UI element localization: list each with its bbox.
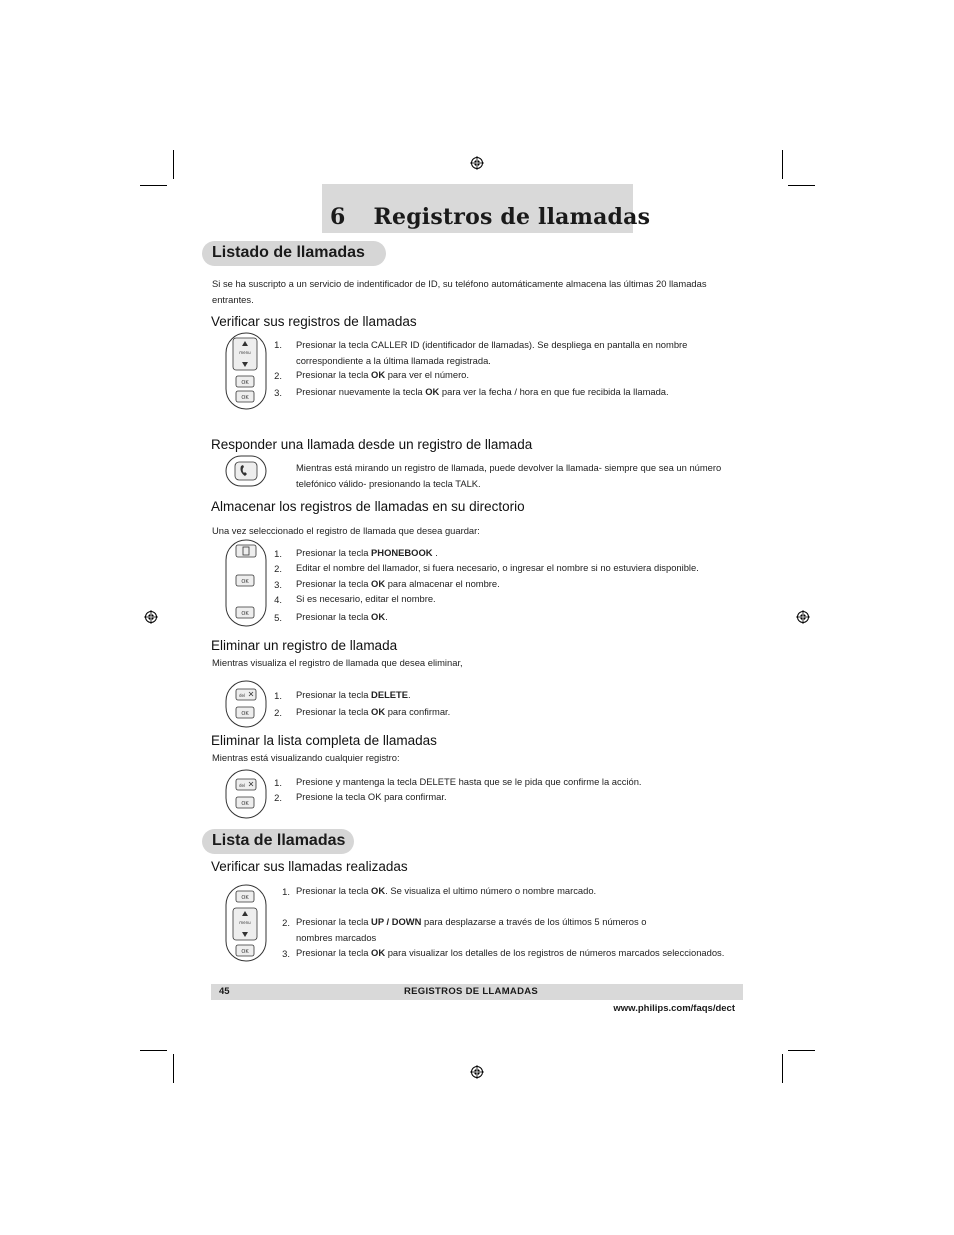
svg-text:OK: OK bbox=[241, 380, 249, 386]
step-number: 2. bbox=[274, 563, 282, 574]
footer-url: www.philips.com/faqs/dect bbox=[613, 1003, 735, 1014]
step-text: Presionar la tecla OK para ver el número. bbox=[296, 369, 470, 380]
svg-text:del: del bbox=[238, 783, 246, 788]
step-number: 2. bbox=[274, 707, 282, 718]
page-number: 45 bbox=[219, 986, 230, 997]
step-number: 2. bbox=[282, 917, 290, 928]
step-number: 1. bbox=[274, 777, 282, 788]
respond-paragraph: Mientras está mirando un registro de llamada, puede devolver la llamada- siempre que sea un número telefónico válido- presionando la tecla TALK. bbox=[296, 462, 722, 489]
chapter-title-text: Registros de llamadas bbox=[373, 204, 651, 230]
svg-text:OK: OK bbox=[241, 895, 249, 901]
step-number: 1. bbox=[282, 886, 290, 897]
subheading: Verificar sus llamadas realizadas bbox=[211, 859, 408, 874]
step-text: Presionar la tecla OK. Se visualiza el ultimo número o nombre marcado. bbox=[296, 885, 597, 896]
step-text: Presionar la tecla UP / DOWN para desplazarse a través de los últimos 5 números o nombres marcados bbox=[296, 916, 647, 943]
crop-mark bbox=[173, 150, 174, 179]
step-text: Presionar la tecla PHONEBOOK . bbox=[296, 547, 438, 558]
crop-mark bbox=[788, 1050, 815, 1051]
step-text: Presionar la tecla CALLER ID (identificador de llamadas). Se despliega en pantalla en nombre correspondiente a la última llamada registrada. bbox=[296, 339, 688, 366]
step-text: Presionar la tecla OK para almacenar el nombre. bbox=[296, 578, 500, 589]
handset-phonebook-icon bbox=[225, 539, 267, 627]
chapter-title bbox=[330, 204, 650, 230]
step-text: Presionar nuevamente la tecla OK para ver la fecha / hora en que fue recibida la llamada. bbox=[296, 386, 669, 397]
crop-mark bbox=[173, 1054, 174, 1083]
delete-all-intro: Mientras está visualizando cualquier registro: bbox=[212, 752, 400, 763]
section-title: Listado de llamadas bbox=[212, 244, 365, 261]
svg-text:menu: menu bbox=[239, 920, 251, 925]
delete-intro: Mientras visualiza el registro de llamada que desea eliminar, bbox=[212, 657, 463, 668]
crop-mark bbox=[782, 150, 783, 179]
svg-text:menu: menu bbox=[239, 350, 251, 355]
registration-mark-icon bbox=[470, 1065, 484, 1079]
step-number: 2. bbox=[274, 792, 282, 803]
step-text: Presionar la tecla OK para visualizar los detalles de los registros de números marcados seleccionados. bbox=[296, 947, 725, 958]
svg-text:OK: OK bbox=[241, 711, 249, 717]
svg-text:OK: OK bbox=[241, 395, 249, 401]
svg-text:OK: OK bbox=[241, 801, 249, 807]
step-number: 3. bbox=[282, 948, 290, 959]
intro-paragraph: Si se ha suscripto a un servicio de indentificador de ID, su teléfono automáticamente almacena las últimas 20 llamadas entrantes. bbox=[212, 278, 707, 305]
step-number: 1. bbox=[274, 339, 282, 350]
step-text: Presione y mantenga la tecla DELETE hasta que se le pida que confirme la acción. bbox=[296, 776, 642, 787]
crop-mark bbox=[782, 1054, 783, 1083]
step-number: 3. bbox=[274, 579, 282, 590]
svg-text:OK: OK bbox=[241, 611, 249, 617]
step-text: Editar el nombre del llamador, si fuera necesario, o ingresar el nombre si no estuviera disponible. bbox=[296, 562, 699, 573]
registration-mark-icon bbox=[144, 610, 158, 624]
subheading: Almacenar los registros de llamadas en su directorio bbox=[211, 499, 525, 514]
step-text: Si es necesario, editar el nombre. bbox=[296, 593, 436, 604]
step-text: Presionar la tecla DELETE. bbox=[296, 689, 411, 700]
chapter-number: 6 bbox=[330, 204, 346, 230]
svg-text:OK: OK bbox=[241, 949, 249, 955]
subheading: Responder una llamada desde un registro de llamada bbox=[211, 437, 533, 452]
registration-mark-icon bbox=[470, 156, 484, 170]
talk-key-icon bbox=[225, 455, 267, 487]
subheading: Verificar sus registros de llamadas bbox=[211, 314, 417, 329]
step-text: Presionar la tecla OK. bbox=[296, 611, 388, 622]
step-number: 1. bbox=[274, 548, 282, 559]
step-text: Presione la tecla OK para confirmar. bbox=[296, 791, 447, 802]
step-number: 4. bbox=[274, 594, 282, 605]
step-number: 5. bbox=[274, 612, 282, 623]
handset-keys-icon bbox=[225, 884, 267, 962]
svg-text:del: del bbox=[238, 693, 246, 698]
handset-delete-icon bbox=[225, 680, 267, 728]
subheading: Eliminar un registro de llamada bbox=[211, 638, 398, 653]
crop-mark bbox=[140, 185, 167, 186]
step-number: 3. bbox=[274, 387, 282, 398]
store-intro: Una vez seleccionado el registro de llamada que desea guardar: bbox=[212, 525, 480, 536]
handset-delete-icon bbox=[225, 769, 267, 819]
step-number: 2. bbox=[274, 370, 282, 381]
crop-mark bbox=[788, 185, 815, 186]
svg-text:OK: OK bbox=[241, 579, 249, 585]
crop-mark bbox=[140, 1050, 167, 1051]
step-number: 1. bbox=[274, 690, 282, 701]
registration-mark-icon bbox=[796, 610, 810, 624]
section-title: Lista de llamadas bbox=[212, 832, 346, 849]
step-text: Presionar la tecla OK para confirmar. bbox=[296, 706, 451, 717]
subheading: Eliminar la lista completa de llamadas bbox=[211, 733, 437, 748]
footer-section-title: REGISTROS DE LLAMADAS bbox=[404, 986, 539, 997]
handset-keys-icon bbox=[225, 332, 267, 410]
